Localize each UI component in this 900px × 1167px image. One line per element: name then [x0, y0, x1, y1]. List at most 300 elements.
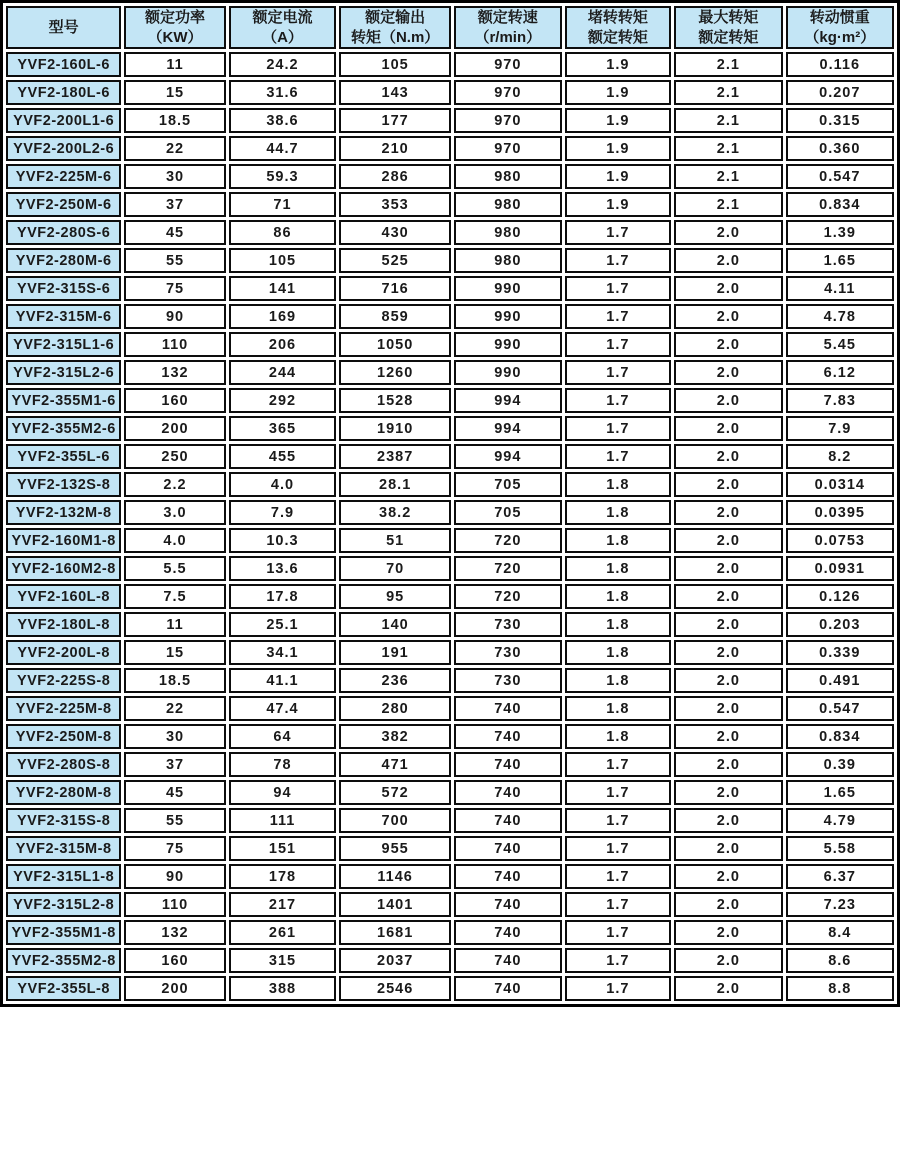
rated-current-cell: 4.0	[229, 472, 337, 497]
rated-output-torque-cell: 28.1	[339, 472, 451, 497]
moment-of-inertia-cell: 0.207	[786, 80, 894, 105]
rated-power-cell: 2.2	[124, 472, 225, 497]
header-rated-current	[229, 6, 337, 49]
rated-current-cell: 111	[229, 808, 337, 833]
model-cell: YVF2-355M1-6	[6, 388, 121, 413]
header-max-torque-ratio	[674, 6, 782, 49]
rated-power-cell: 160	[124, 948, 225, 973]
table-row	[6, 724, 894, 749]
max-torque-ratio-cell: 2.0	[674, 304, 782, 329]
rated-output-torque-cell: 38.2	[339, 500, 451, 525]
header-label: 额定转矩	[698, 28, 759, 46]
moment-of-inertia-cell: 0.315	[786, 108, 894, 133]
header-label: 额定输出	[365, 9, 426, 26]
rated-current-cell: 86	[229, 220, 337, 245]
locked-rotor-torque-ratio-cell: 1.8	[565, 640, 672, 665]
rated-speed-cell: 970	[454, 80, 562, 105]
model-cell: YVF2-160L-6	[6, 52, 121, 77]
model-cell: YVF2-355L-6	[6, 444, 121, 469]
rated-speed-cell: 705	[454, 472, 562, 497]
table-row	[6, 696, 894, 721]
moment-of-inertia-cell: 8.8	[786, 976, 894, 1001]
rated-power-cell: 30	[124, 164, 225, 189]
model-cell: YVF2-132M-8	[6, 500, 121, 525]
table-row	[6, 276, 894, 301]
header-label: （A）	[262, 28, 303, 46]
rated-output-torque-cell: 382	[339, 724, 451, 749]
rated-power-cell: 200	[124, 976, 225, 1001]
rated-speed-cell: 970	[454, 108, 562, 133]
model-cell: YVF2-200L2-6	[6, 136, 121, 161]
rated-speed-cell: 990	[454, 332, 562, 357]
rated-speed-cell: 740	[454, 976, 562, 1001]
max-torque-ratio-cell: 2.0	[674, 388, 782, 413]
header-label: 额定功率	[145, 9, 206, 26]
locked-rotor-torque-ratio-cell: 1.7	[565, 416, 672, 441]
rated-output-torque-cell: 2387	[339, 444, 451, 469]
table-row	[6, 360, 894, 385]
rated-speed-cell: 740	[454, 892, 562, 917]
rated-current-cell: 17.8	[229, 584, 337, 609]
rated-speed-cell: 980	[454, 192, 562, 217]
max-torque-ratio-cell: 2.0	[674, 444, 782, 469]
rated-power-cell: 200	[124, 416, 225, 441]
rated-speed-cell: 720	[454, 584, 562, 609]
model-cell: YVF2-280S-6	[6, 220, 121, 245]
locked-rotor-torque-ratio-cell: 1.8	[565, 612, 672, 637]
rated-output-torque-cell: 286	[339, 164, 451, 189]
table-row	[6, 52, 894, 77]
table-row	[6, 192, 894, 217]
moment-of-inertia-cell: 6.37	[786, 864, 894, 889]
rated-speed-cell: 740	[454, 808, 562, 833]
locked-rotor-torque-ratio-cell: 1.7	[565, 248, 672, 273]
rated-output-torque-cell: 1146	[339, 864, 451, 889]
rated-power-cell: 132	[124, 360, 225, 385]
model-cell: YVF2-160M2-8	[6, 556, 121, 581]
header-rated-output-torque	[339, 6, 451, 49]
header-label: 转矩（N.m）	[350, 28, 440, 46]
rated-power-cell: 55	[124, 808, 225, 833]
rated-output-torque-cell: 525	[339, 248, 451, 273]
locked-rotor-torque-ratio-cell: 1.7	[565, 220, 672, 245]
model-cell: YVF2-160L-8	[6, 584, 121, 609]
table-header	[6, 6, 894, 49]
table-row	[6, 948, 894, 973]
rated-current-cell: 217	[229, 892, 337, 917]
moment-of-inertia-cell: 0.0931	[786, 556, 894, 581]
rated-speed-cell: 990	[454, 360, 562, 385]
locked-rotor-torque-ratio-cell: 1.8	[565, 472, 672, 497]
max-torque-ratio-cell: 2.0	[674, 220, 782, 245]
max-torque-ratio-cell: 2.0	[674, 668, 782, 693]
rated-current-cell: 141	[229, 276, 337, 301]
table-row	[6, 136, 894, 161]
locked-rotor-torque-ratio-cell: 1.7	[565, 780, 672, 805]
table-row	[6, 164, 894, 189]
max-torque-ratio-cell: 2.0	[674, 976, 782, 1001]
table-row	[6, 640, 894, 665]
rated-output-torque-cell: 700	[339, 808, 451, 833]
rated-output-torque-cell: 955	[339, 836, 451, 861]
rated-current-cell: 38.6	[229, 108, 337, 133]
rated-power-cell: 11	[124, 612, 225, 637]
rated-output-torque-cell: 1910	[339, 416, 451, 441]
locked-rotor-torque-ratio-cell: 1.7	[565, 808, 672, 833]
header-rated-power	[124, 6, 225, 49]
model-cell: YVF2-180L-8	[6, 612, 121, 637]
table-row	[6, 416, 894, 441]
locked-rotor-torque-ratio-cell: 1.7	[565, 332, 672, 357]
rated-speed-cell: 740	[454, 780, 562, 805]
locked-rotor-torque-ratio-cell: 1.7	[565, 892, 672, 917]
rated-output-torque-cell: 51	[339, 528, 451, 553]
rated-power-cell: 4.0	[124, 528, 225, 553]
rated-output-torque-cell: 716	[339, 276, 451, 301]
rated-power-cell: 110	[124, 332, 225, 357]
rated-power-cell: 5.5	[124, 556, 225, 581]
rated-current-cell: 261	[229, 920, 337, 945]
model-cell: YVF2-280M-6	[6, 248, 121, 273]
rated-power-cell: 75	[124, 836, 225, 861]
locked-rotor-torque-ratio-cell: 1.8	[565, 500, 672, 525]
model-cell: YVF2-225M-6	[6, 164, 121, 189]
max-torque-ratio-cell: 2.1	[674, 52, 782, 77]
moment-of-inertia-cell: 0.491	[786, 668, 894, 693]
model-cell: YVF2-315S-8	[6, 808, 121, 833]
model-cell: YVF2-315L1-6	[6, 332, 121, 357]
rated-current-cell: 206	[229, 332, 337, 357]
rated-output-torque-cell: 471	[339, 752, 451, 777]
rated-power-cell: 37	[124, 752, 225, 777]
rated-power-cell: 7.5	[124, 584, 225, 609]
rated-power-cell: 11	[124, 52, 225, 77]
moment-of-inertia-cell: 0.834	[786, 192, 894, 217]
locked-rotor-torque-ratio-cell: 1.7	[565, 836, 672, 861]
table-row	[6, 976, 894, 1001]
model-cell: YVF2-250M-8	[6, 724, 121, 749]
table-body	[6, 52, 894, 1001]
moment-of-inertia-cell: 1.65	[786, 248, 894, 273]
max-torque-ratio-cell: 2.0	[674, 724, 782, 749]
moment-of-inertia-cell: 1.65	[786, 780, 894, 805]
model-cell: YVF2-315L2-8	[6, 892, 121, 917]
locked-rotor-torque-ratio-cell: 1.9	[565, 80, 672, 105]
model-cell: YVF2-200L-8	[6, 640, 121, 665]
max-torque-ratio-cell: 2.0	[674, 360, 782, 385]
rated-power-cell: 75	[124, 276, 225, 301]
rated-current-cell: 7.9	[229, 500, 337, 525]
max-torque-ratio-cell: 2.0	[674, 836, 782, 861]
table-row	[6, 304, 894, 329]
rated-power-cell: 55	[124, 248, 225, 273]
moment-of-inertia-cell: 0.126	[786, 584, 894, 609]
rated-power-cell: 15	[124, 80, 225, 105]
rated-speed-cell: 990	[454, 276, 562, 301]
moment-of-inertia-cell: 7.23	[786, 892, 894, 917]
rated-current-cell: 71	[229, 192, 337, 217]
max-torque-ratio-cell: 2.1	[674, 108, 782, 133]
rated-output-torque-cell: 859	[339, 304, 451, 329]
moment-of-inertia-cell: 4.79	[786, 808, 894, 833]
model-cell: YVF2-180L-6	[6, 80, 121, 105]
rated-output-torque-cell: 1050	[339, 332, 451, 357]
max-torque-ratio-cell: 2.0	[674, 752, 782, 777]
rated-power-cell: 90	[124, 304, 225, 329]
model-cell: YVF2-315L1-8	[6, 864, 121, 889]
max-torque-ratio-cell: 2.0	[674, 276, 782, 301]
max-torque-ratio-cell: 2.0	[674, 584, 782, 609]
moment-of-inertia-cell: 0.0314	[786, 472, 894, 497]
max-torque-ratio-cell: 2.0	[674, 528, 782, 553]
locked-rotor-torque-ratio-cell: 1.8	[565, 668, 672, 693]
moment-of-inertia-cell: 0.39	[786, 752, 894, 777]
moment-of-inertia-cell: 0.834	[786, 724, 894, 749]
moment-of-inertia-cell: 5.45	[786, 332, 894, 357]
rated-current-cell: 44.7	[229, 136, 337, 161]
rated-speed-cell: 970	[454, 136, 562, 161]
locked-rotor-torque-ratio-cell: 1.7	[565, 864, 672, 889]
rated-speed-cell: 994	[454, 388, 562, 413]
locked-rotor-torque-ratio-cell: 1.8	[565, 556, 672, 581]
header-model	[6, 6, 121, 49]
rated-speed-cell: 970	[454, 52, 562, 77]
max-torque-ratio-cell: 2.1	[674, 80, 782, 105]
rated-speed-cell: 740	[454, 724, 562, 749]
rated-current-cell: 41.1	[229, 668, 337, 693]
rated-speed-cell: 740	[454, 696, 562, 721]
table-row	[6, 780, 894, 805]
header-label: 型号	[48, 18, 79, 36]
max-torque-ratio-cell: 2.0	[674, 892, 782, 917]
rated-output-torque-cell: 572	[339, 780, 451, 805]
model-cell: YVF2-315M-8	[6, 836, 121, 861]
max-torque-ratio-cell: 2.0	[674, 416, 782, 441]
locked-rotor-torque-ratio-cell: 1.7	[565, 920, 672, 945]
rated-current-cell: 169	[229, 304, 337, 329]
max-torque-ratio-cell: 2.0	[674, 780, 782, 805]
locked-rotor-torque-ratio-cell: 1.7	[565, 360, 672, 385]
rated-output-torque-cell: 95	[339, 584, 451, 609]
rated-current-cell: 64	[229, 724, 337, 749]
rated-current-cell: 10.3	[229, 528, 337, 553]
max-torque-ratio-cell: 2.0	[674, 332, 782, 357]
rated-output-torque-cell: 353	[339, 192, 451, 217]
table-row	[6, 920, 894, 945]
rated-speed-cell: 990	[454, 304, 562, 329]
locked-rotor-torque-ratio-cell: 1.7	[565, 976, 672, 1001]
rated-speed-cell: 705	[454, 500, 562, 525]
rated-current-cell: 24.2	[229, 52, 337, 77]
rated-current-cell: 34.1	[229, 640, 337, 665]
rated-output-torque-cell: 2037	[339, 948, 451, 973]
table-row	[6, 808, 894, 833]
rated-output-torque-cell: 280	[339, 696, 451, 721]
model-cell: YVF2-280S-8	[6, 752, 121, 777]
table-row	[6, 528, 894, 553]
model-cell: YVF2-225M-8	[6, 696, 121, 721]
header-label: 额定转速	[477, 9, 538, 26]
moment-of-inertia-cell: 0.547	[786, 164, 894, 189]
model-cell: YVF2-132S-8	[6, 472, 121, 497]
rated-power-cell: 22	[124, 136, 225, 161]
moment-of-inertia-cell: 4.78	[786, 304, 894, 329]
locked-rotor-torque-ratio-cell: 1.9	[565, 52, 672, 77]
header-label: 堵转转矩	[587, 9, 648, 26]
locked-rotor-torque-ratio-cell: 1.9	[565, 164, 672, 189]
locked-rotor-torque-ratio-cell: 1.7	[565, 752, 672, 777]
rated-current-cell: 31.6	[229, 80, 337, 105]
rated-output-torque-cell: 236	[339, 668, 451, 693]
header-label: 额定转矩	[587, 28, 648, 46]
max-torque-ratio-cell: 2.0	[674, 500, 782, 525]
rated-power-cell: 90	[124, 864, 225, 889]
locked-rotor-torque-ratio-cell: 1.7	[565, 304, 672, 329]
locked-rotor-torque-ratio-cell: 1.9	[565, 108, 672, 133]
model-cell: YVF2-160M1-8	[6, 528, 121, 553]
max-torque-ratio-cell: 2.0	[674, 696, 782, 721]
model-cell: YVF2-315L2-6	[6, 360, 121, 385]
table-row	[6, 612, 894, 637]
header-label: （kg·m²）	[804, 28, 876, 46]
max-torque-ratio-cell: 2.1	[674, 192, 782, 217]
moment-of-inertia-cell: 0.547	[786, 696, 894, 721]
model-cell: YVF2-355M2-8	[6, 948, 121, 973]
rated-speed-cell: 730	[454, 612, 562, 637]
rated-output-torque-cell: 143	[339, 80, 451, 105]
rated-output-torque-cell: 2546	[339, 976, 451, 1001]
max-torque-ratio-cell: 2.0	[674, 920, 782, 945]
rated-power-cell: 3.0	[124, 500, 225, 525]
rated-speed-cell: 740	[454, 948, 562, 973]
rated-output-torque-cell: 430	[339, 220, 451, 245]
header-label: （r/min）	[474, 28, 542, 46]
rated-current-cell: 25.1	[229, 612, 337, 637]
table-row	[6, 556, 894, 581]
model-cell: YVF2-200L1-6	[6, 108, 121, 133]
rated-output-torque-cell: 105	[339, 52, 451, 77]
rated-power-cell: 18.5	[124, 108, 225, 133]
locked-rotor-torque-ratio-cell: 1.8	[565, 696, 672, 721]
moment-of-inertia-cell: 8.6	[786, 948, 894, 973]
header-row	[6, 6, 894, 49]
moment-of-inertia-cell: 7.9	[786, 416, 894, 441]
rated-current-cell: 105	[229, 248, 337, 273]
rated-output-torque-cell: 177	[339, 108, 451, 133]
max-torque-ratio-cell: 2.0	[674, 248, 782, 273]
rated-output-torque-cell: 191	[339, 640, 451, 665]
rated-power-cell: 18.5	[124, 668, 225, 693]
rated-power-cell: 250	[124, 444, 225, 469]
header-label: 额定电流	[252, 9, 313, 26]
moment-of-inertia-cell: 0.203	[786, 612, 894, 637]
rated-current-cell: 244	[229, 360, 337, 385]
rated-speed-cell: 980	[454, 164, 562, 189]
max-torque-ratio-cell: 2.1	[674, 136, 782, 161]
rated-current-cell: 365	[229, 416, 337, 441]
locked-rotor-torque-ratio-cell: 1.8	[565, 584, 672, 609]
rated-power-cell: 160	[124, 388, 225, 413]
max-torque-ratio-cell: 2.0	[674, 472, 782, 497]
max-torque-ratio-cell: 2.0	[674, 556, 782, 581]
rated-current-cell: 455	[229, 444, 337, 469]
header-moment-of-inertia	[786, 6, 894, 49]
moment-of-inertia-cell: 4.11	[786, 276, 894, 301]
table-row	[6, 584, 894, 609]
rated-current-cell: 388	[229, 976, 337, 1001]
rated-speed-cell: 994	[454, 444, 562, 469]
table-row	[6, 836, 894, 861]
rated-speed-cell: 720	[454, 528, 562, 553]
model-cell: YVF2-225S-8	[6, 668, 121, 693]
model-cell: YVF2-250M-6	[6, 192, 121, 217]
table-row	[6, 472, 894, 497]
model-cell: YVF2-355L-8	[6, 976, 121, 1001]
rated-current-cell: 292	[229, 388, 337, 413]
rated-output-torque-cell: 1401	[339, 892, 451, 917]
rated-speed-cell: 740	[454, 864, 562, 889]
max-torque-ratio-cell: 2.0	[674, 808, 782, 833]
rated-power-cell: 132	[124, 920, 225, 945]
table-row	[6, 500, 894, 525]
header-label: 转动惯重	[809, 9, 870, 26]
table-row	[6, 220, 894, 245]
table-row	[6, 864, 894, 889]
table-row	[6, 752, 894, 777]
rated-current-cell: 178	[229, 864, 337, 889]
moment-of-inertia-cell: 8.4	[786, 920, 894, 945]
moment-of-inertia-cell: 0.339	[786, 640, 894, 665]
locked-rotor-torque-ratio-cell: 1.7	[565, 948, 672, 973]
rated-output-torque-cell: 210	[339, 136, 451, 161]
rated-output-torque-cell: 1681	[339, 920, 451, 945]
rated-current-cell: 47.4	[229, 696, 337, 721]
header-locked-rotor-torque-ratio	[565, 6, 672, 49]
table-row	[6, 668, 894, 693]
rated-current-cell: 151	[229, 836, 337, 861]
model-cell: YVF2-355M1-8	[6, 920, 121, 945]
rated-power-cell: 45	[124, 780, 225, 805]
moment-of-inertia-cell: 0.360	[786, 136, 894, 161]
rated-power-cell: 30	[124, 724, 225, 749]
moment-of-inertia-cell: 6.12	[786, 360, 894, 385]
moment-of-inertia-cell: 5.58	[786, 836, 894, 861]
model-cell: YVF2-315S-6	[6, 276, 121, 301]
moment-of-inertia-cell: 7.83	[786, 388, 894, 413]
header-label: 最大转矩	[698, 9, 759, 26]
rated-speed-cell: 980	[454, 220, 562, 245]
locked-rotor-torque-ratio-cell: 1.8	[565, 724, 672, 749]
moment-of-inertia-cell: 0.0395	[786, 500, 894, 525]
max-torque-ratio-cell: 2.0	[674, 864, 782, 889]
table-row	[6, 388, 894, 413]
table-row	[6, 248, 894, 273]
rated-current-cell: 94	[229, 780, 337, 805]
rated-power-cell: 45	[124, 220, 225, 245]
max-torque-ratio-cell: 2.0	[674, 948, 782, 973]
locked-rotor-torque-ratio-cell: 1.7	[565, 388, 672, 413]
header-rated-speed	[454, 6, 562, 49]
rated-speed-cell: 740	[454, 752, 562, 777]
moment-of-inertia-cell: 1.39	[786, 220, 894, 245]
max-torque-ratio-cell: 2.0	[674, 612, 782, 637]
rated-speed-cell: 730	[454, 668, 562, 693]
locked-rotor-torque-ratio-cell: 1.9	[565, 192, 672, 217]
rated-current-cell: 315	[229, 948, 337, 973]
header-label: （KW）	[147, 28, 203, 46]
rated-speed-cell: 720	[454, 556, 562, 581]
locked-rotor-torque-ratio-cell: 1.7	[565, 444, 672, 469]
